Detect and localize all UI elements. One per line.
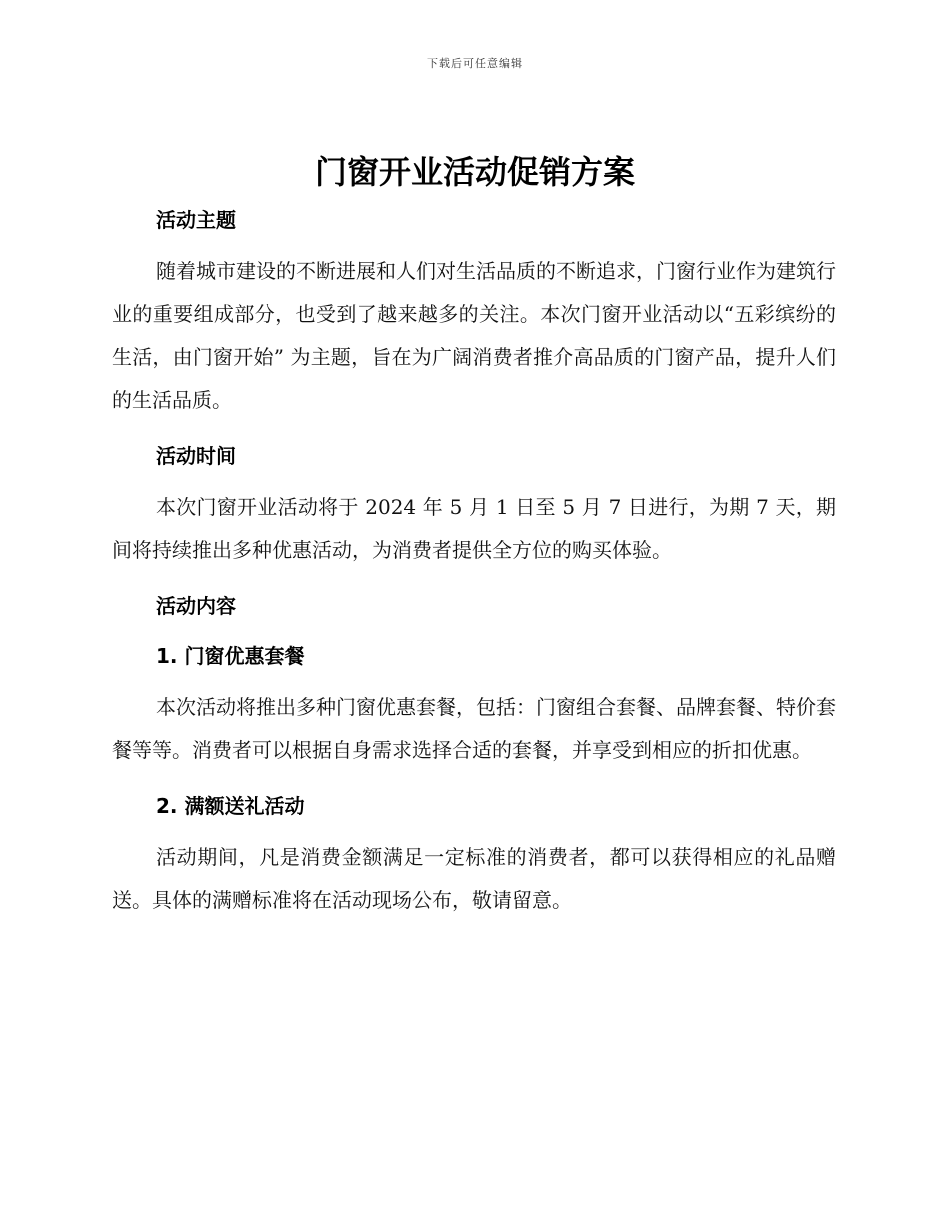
section-text-time: 本次门窗开业活动将于 2024 年 5 月 1 日至 5 月 7 日进行，为期 7 天，期间将持续推出多种优惠活动，为消费者提供全方位的购买体验。	[112, 495, 836, 562]
section-heading-time: 活动时间	[156, 444, 236, 468]
document-title: 门窗开业活动促销方案	[314, 153, 635, 191]
section-heading-theme: 活动主题	[156, 208, 236, 232]
text-discount-packages: 本次活动将推出多种门窗优惠套餐，包括：门窗组合套餐、品牌套餐、特价套餐等等。消费者可以根据自身需求选择合适的套餐，并享受到相应的折扣优惠。	[112, 695, 836, 762]
header-note: 下载后可任意编辑	[427, 57, 523, 70]
subheading-discount-packages: 1. 门窗优惠套餐	[156, 644, 305, 668]
section-heading-content: 活动内容	[156, 594, 236, 618]
section-text-theme: 随着城市建设的不断进展和人们对生活品质的不断追求，门窗行业作为建筑行业的重要组成部分，也受到了越来越多的关注。本次门窗开业活动以“五彩缤纷的生活，由门窗开始” 为主题，旨在为广阔消费者推介高品质的门窗产品，提升人们的生活品质。	[112, 259, 836, 412]
subheading-gift-promotion: 2. 满额送礼活动	[156, 794, 305, 818]
text-gift-promotion: 活动期间，凡是消费金额满足一定标准的消费者，都可以获得相应的礼品赠送。具体的满赠标准将在活动现场公布，敬请留意。	[112, 845, 836, 912]
document-body	[112, 200, 836, 922]
